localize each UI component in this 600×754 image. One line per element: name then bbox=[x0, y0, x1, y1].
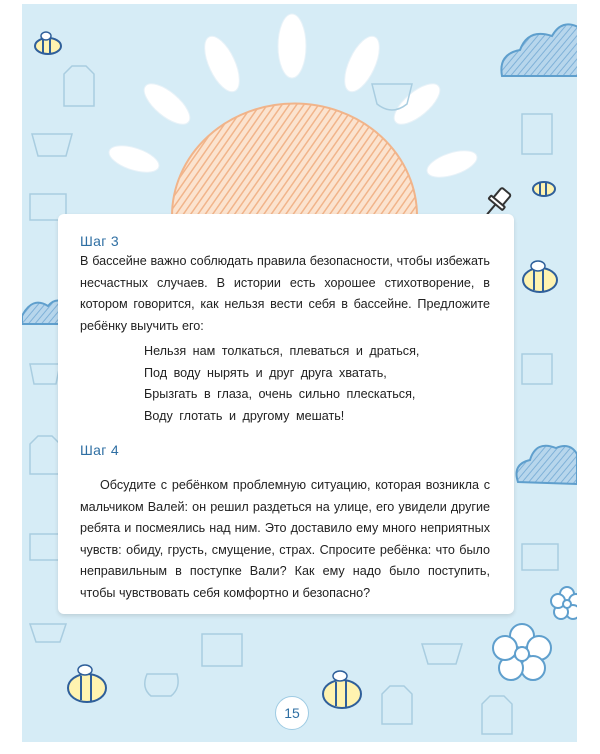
flower-icon bbox=[493, 624, 551, 680]
poem bbox=[144, 341, 419, 427]
bee-icon bbox=[523, 261, 557, 292]
cloud-right-icon bbox=[517, 446, 578, 484]
poem-line: Воду глотать и другому мешать! bbox=[144, 408, 345, 423]
cloud-icon bbox=[501, 24, 577, 76]
poem-line: Нельзя нам толкаться, плеваться и драться, bbox=[144, 344, 420, 358]
step-4-title: Шаг 4 bbox=[80, 442, 119, 458]
page-number: 15 bbox=[275, 696, 309, 730]
bee-icon bbox=[68, 665, 106, 702]
poem-line: Под воду нырять и друг друга хватать, bbox=[144, 365, 387, 380]
sun-icon bbox=[172, 104, 417, 216]
step-3-title: Шаг 3 bbox=[80, 233, 119, 249]
book-page bbox=[22, 4, 577, 742]
step-4-text: Обсудите с ребёнком проблемную ситуацию, которая возникла с мальчиком Валей: он решил раздеться на улице, его увидели другие ребята и посмеялись над ним. Это доставило ему много неприятных чувств: обиду, грусть, смущение, страх. Спросите ребёнка: что было неправильным в поступке Вали? Как ему надо было поступить, чтобы чувствовать себя комфортно и безопасно? bbox=[80, 478, 490, 600]
bee-icon bbox=[533, 182, 555, 196]
step-3-text: В бассейне важно соблюдать правила безопасности, чтобы избежать несчастных случаев. В истории есть хорошее стихотворение, в котором говорится, как нельзя вести себя в бассейне. Предложите ребёнку выучить его: bbox=[80, 254, 490, 333]
bee-icon bbox=[323, 671, 361, 708]
bee-icon bbox=[35, 32, 61, 54]
flower-icon bbox=[551, 587, 577, 619]
poem-line: Брызгать в глаза, очень сильно плескаться, bbox=[144, 387, 416, 401]
